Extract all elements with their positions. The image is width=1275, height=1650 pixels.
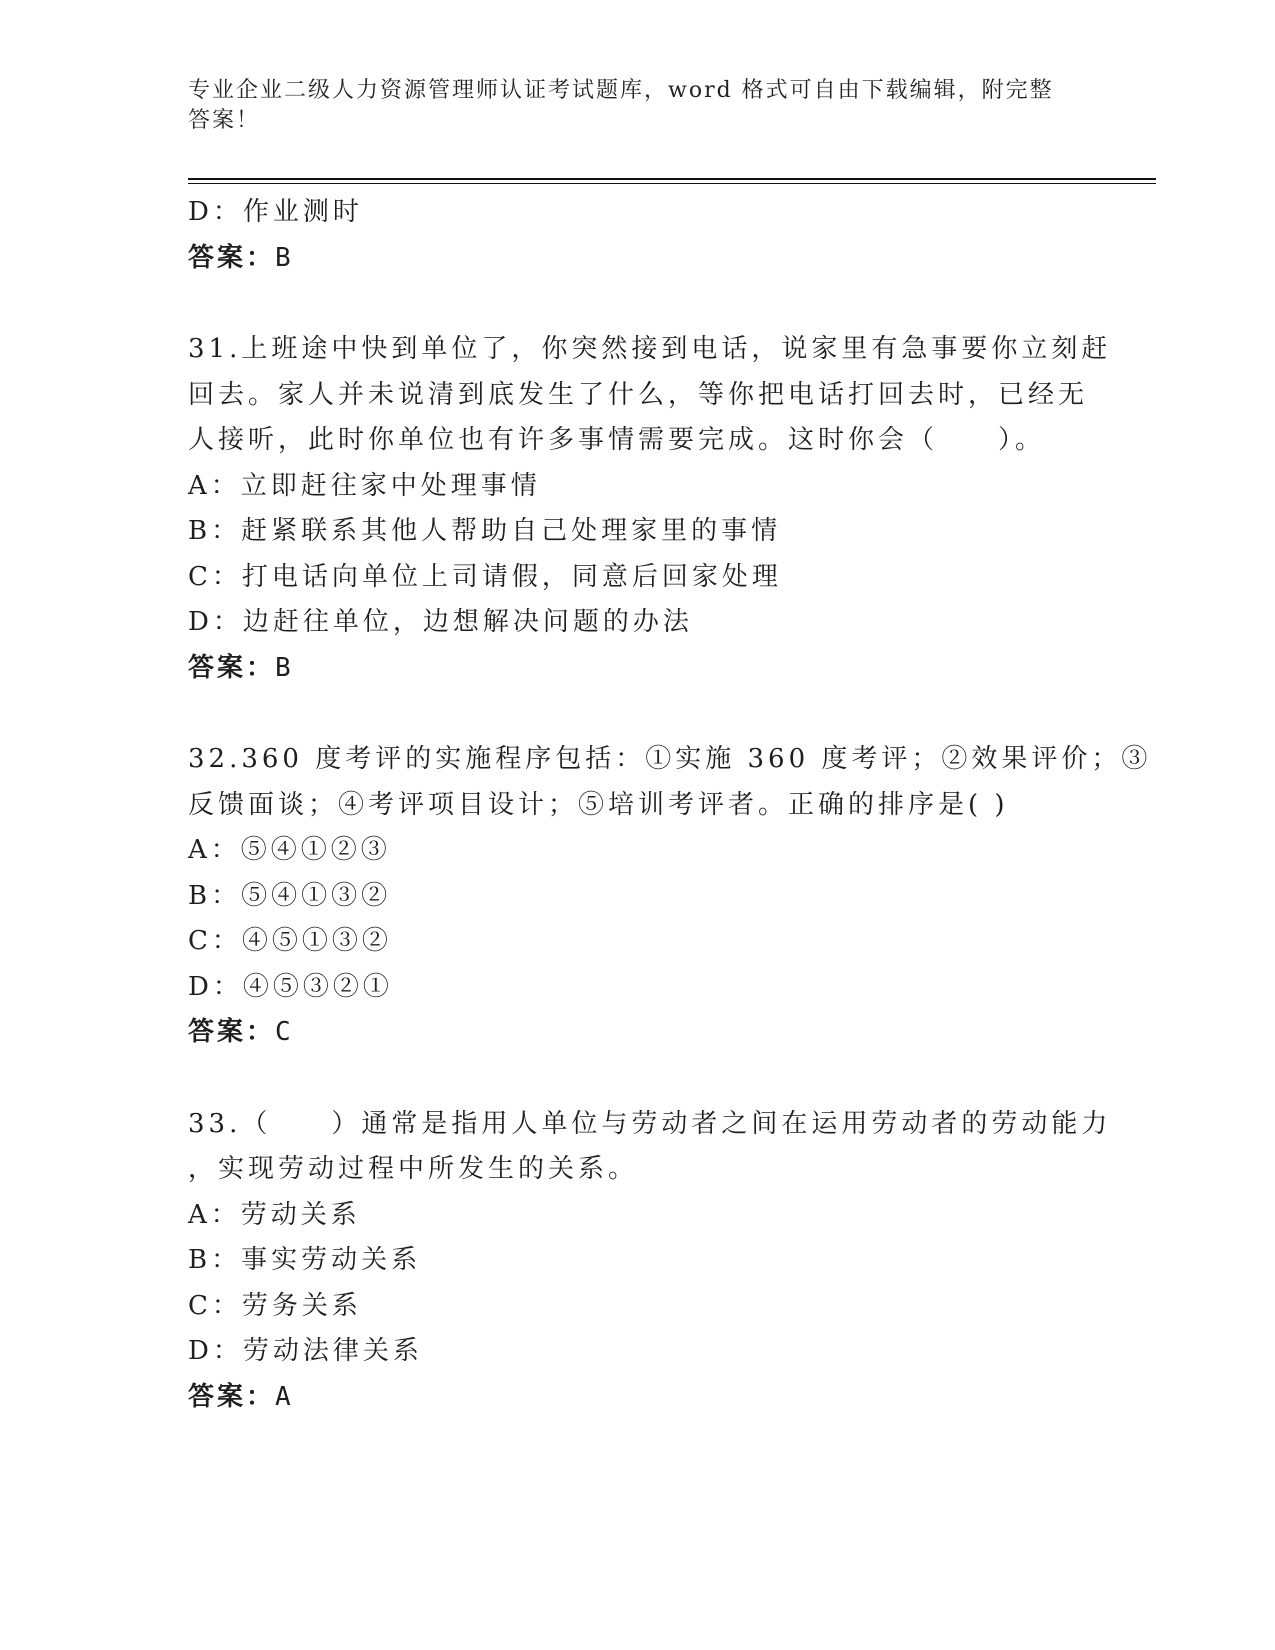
question-33 [188, 1102, 1112, 1421]
option-d: D：劳动法律关系 [188, 1336, 423, 1366]
option-d: D：④⑤③②① [188, 971, 393, 1002]
option-b: B：事实劳动关系 [188, 1245, 422, 1275]
answer-label: 答案： [188, 1381, 276, 1412]
option-d: D：边赶往单位，边想解决问题的办法 [188, 607, 693, 637]
answer-label: 答案： [188, 652, 276, 683]
answer-label: 答案： [188, 242, 276, 273]
question-32 [188, 737, 1152, 1056]
question-31 [188, 327, 1112, 691]
answer-value: B [275, 652, 293, 683]
question-stem-line: 回去。家人并未说清到底发生了什么，等你把电话打回去时，已经无 [188, 379, 1089, 410]
option-a: A：⑤④①②③ [188, 835, 391, 865]
option-c: C：打电话向单位上司请假，同意后回家处理 [188, 561, 782, 592]
answer-line [188, 1375, 1088, 1421]
question-stem-line: 31.上班途中快到单位了，你突然接到电话，说家里有急事要你立刻赶 [188, 334, 1112, 364]
option-b: B：赶紧联系其他人帮助自己处理家里的事情 [188, 516, 782, 546]
question-content [188, 190, 1152, 1420]
answer-line [188, 1010, 1088, 1056]
option-c: C：劳务关系 [188, 1290, 362, 1321]
answer-line [188, 646, 1088, 692]
option-c: C：④⑤①③② [188, 926, 392, 956]
header-divider-thin [188, 183, 1156, 184]
option-b: B：⑤④①③② [188, 880, 392, 911]
answer-line [188, 236, 1088, 282]
option-d: D：作业测时 [188, 197, 363, 227]
option-a: A：立即赶往家中处理事情 [188, 470, 541, 501]
option-a: A：劳动关系 [188, 1199, 361, 1230]
question-stem-line: 33.（ ）通常是指用人单位与劳动者之间在运用劳动者的劳动能力 [188, 1108, 1112, 1139]
question-stem-line: 反馈面谈；④考评项目设计；⑤培训考评者。正确的排序是( ) [188, 789, 1009, 820]
document-header: 专业企业二级人力资源管理师认证考试题库，word 格式可自由下载编辑，附完整答案！ [188, 78, 1054, 133]
prev-question [188, 190, 1088, 281]
question-stem-line: 32.360 度考评的实施程序包括：①实施 360 度考评；②效果评价；③ [188, 744, 1152, 774]
header-divider-thick [188, 178, 1156, 180]
answer-value: B [275, 242, 293, 273]
question-stem-line: 人接听，此时你单位也有许多事情需要完成。这时你会（ ）。 [188, 425, 1046, 455]
answer-value: C [275, 1017, 293, 1047]
answer-value: A [275, 1381, 293, 1412]
question-stem-line: ，实现劳动过程中所发生的关系。 [188, 1154, 639, 1184]
answer-label: 答案： [188, 1017, 276, 1047]
